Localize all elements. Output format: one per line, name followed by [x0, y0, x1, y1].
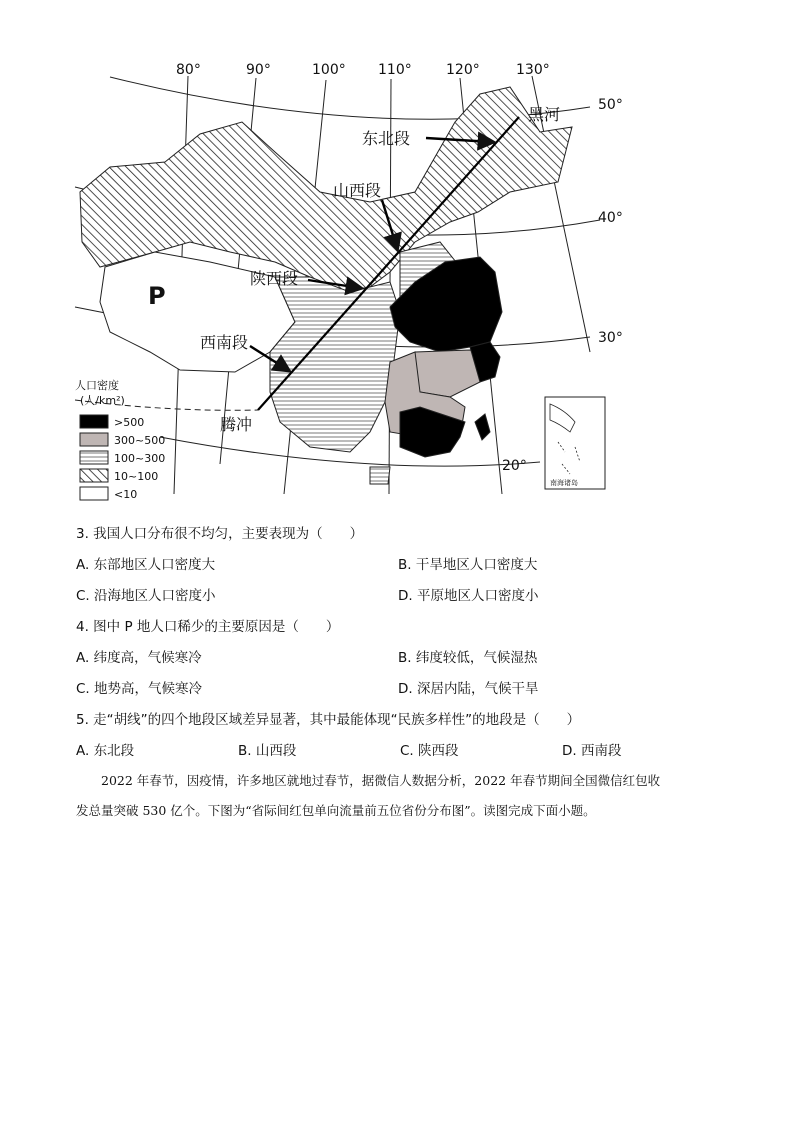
- q4-option-d[interactable]: D. 深居内陆，气候干旱: [398, 681, 539, 697]
- lon-label-130: 130°: [516, 62, 550, 78]
- lat-label-50: 50°: [598, 97, 623, 113]
- q3-option-c[interactable]: C. 沿海地区人口密度小: [76, 588, 216, 604]
- passage-line-1: 2022 年春节，因疫情，许多地区就地过春节，据微信人数据分析，2022 年春节期间全国微信红包收: [101, 773, 661, 788]
- south-china-sea-inset: [545, 397, 605, 489]
- lat-label-40: 40°: [598, 210, 623, 226]
- lon-label-90: 90°: [246, 62, 271, 78]
- legend-item-2: 300~500: [114, 434, 166, 447]
- label-northeast-segment: 东北段: [362, 129, 411, 148]
- q5-option-d[interactable]: D. 西南段: [562, 743, 622, 759]
- q4-option-b[interactable]: B. 纬度较低，气候湿热: [398, 650, 538, 666]
- legend-item-5: <10: [114, 488, 138, 501]
- question-4-stem: 4. 图中 P 地人口稀少的主要原因是（ ）: [76, 619, 340, 635]
- label-shanxi-segment: 山西段: [333, 181, 382, 200]
- q5-option-c[interactable]: C. 陕西段: [400, 743, 459, 759]
- q3-option-d[interactable]: D. 平原地区人口密度小: [398, 588, 539, 604]
- lon-label-100: 100°: [312, 62, 346, 78]
- legend-item-4: 10~100: [114, 470, 159, 483]
- legend: [75, 378, 165, 501]
- legend-item-1: >500: [114, 416, 145, 429]
- question-5-stem: 5. 走“胡线”的四个地段区域差异显著，其中最能体现“民族多样性”的地段是（ ）: [76, 712, 581, 728]
- legend-item-3: 100~300: [114, 452, 166, 465]
- lon-label-110: 110°: [378, 62, 412, 78]
- label-southwest-segment: 西南段: [200, 333, 249, 352]
- label-tengchong: 腾冲: [220, 415, 253, 434]
- q3-option-b[interactable]: B. 干旱地区人口密度大: [398, 557, 538, 573]
- lon-label-120: 120°: [446, 62, 480, 78]
- lat-label-20: 20°: [502, 458, 527, 474]
- question-3-stem: 3. 我国人口分布很不均匀，主要表现为（ ）: [76, 526, 364, 542]
- q4-option-c[interactable]: C. 地势高，气候寒冷: [76, 681, 203, 697]
- q3-option-a[interactable]: A. 东部地区人口密度大: [76, 557, 216, 573]
- passage-line-2: 发总量突破 530 亿个。下图为“省际间红包单向流量前五位省份分布图”。读图完成下面小题。: [76, 803, 596, 818]
- q4-option-a[interactable]: A. 纬度高，气候寒冷: [76, 650, 202, 666]
- label-shaanxi-segment: 陕西段: [250, 269, 299, 288]
- label-heihe: 黑河: [528, 105, 561, 124]
- q5-option-a[interactable]: A. 东北段: [76, 743, 135, 759]
- population-density-map: [70, 52, 660, 502]
- legend-title: 人口密度: [75, 379, 119, 392]
- legend-unit: (人/km²): [80, 394, 125, 407]
- region-p-label: P: [148, 282, 166, 310]
- passage: [76, 766, 726, 826]
- inset-label: 南海诸岛: [550, 479, 578, 487]
- q5-option-b[interactable]: B. 山西段: [238, 743, 297, 759]
- lat-label-30: 30°: [598, 330, 623, 346]
- lon-label-80: 80°: [176, 62, 201, 78]
